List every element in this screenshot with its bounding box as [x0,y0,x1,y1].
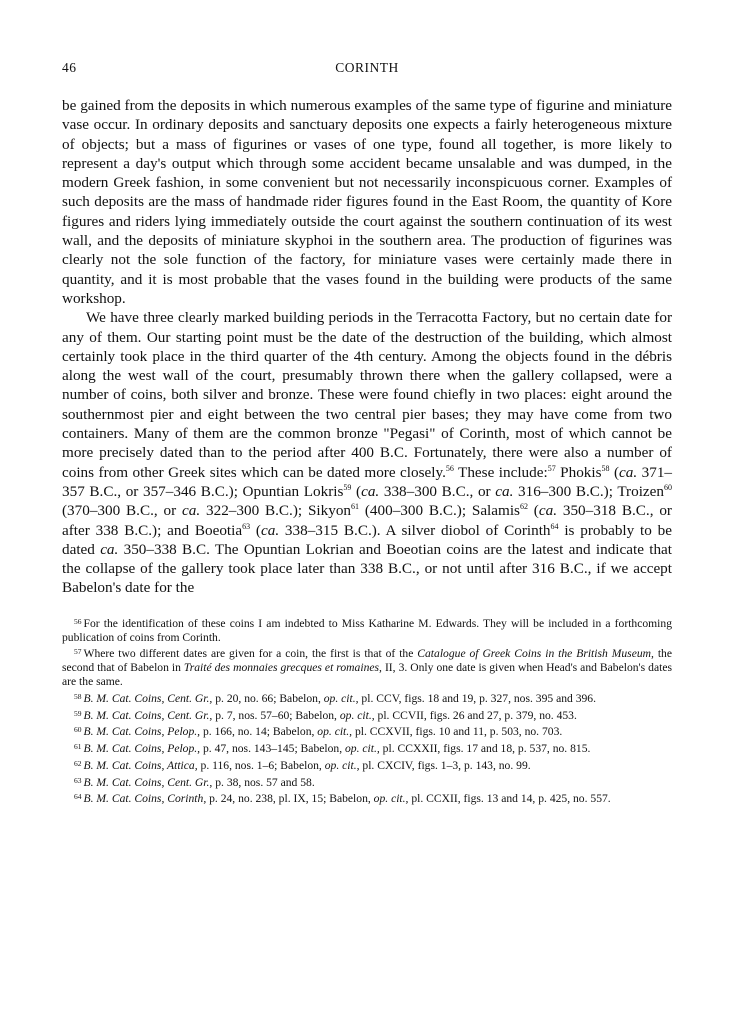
footnote-59: $^{59}$ B. M. Cat. Coins, Cent. Gr., p. 7, nos. 57–60; Babelon, op. cit., pl. CCVII, figs. 26 and 27, p. 379, no. 453. [74,708,577,722]
footnote-ref-64[interactable]: 64 [550,521,559,531]
footnote-57: $^{57}$ Where two different dates are given for a coin, the first is that of the Catalogue of Greek Coins in the British Museum, the second that of Babelon in Traité des monnaies grecques et romaines, II, 3. Only one date is given when Head's and Babelon's dates are the same. [62,647,672,688]
running-head: CORINTH [335,60,399,75]
footnote-58: $^{58}$ B. M. Cat. Coins, Cent. Gr., p. 20, no. 66; Babelon, op. cit., pl. CCV, figs. 18 and 19, p. 327, nos. 395 and 396. [74,691,596,705]
footnote-ref-59[interactable]: 59 [343,482,352,492]
page [62,60,672,807]
footnotes [62,615,672,807]
paragraph-1: be gained from the deposits in which numerous examples of the same type of figurine and miniature vase occur. In ordinary deposits and sanctuary deposits one expects a fairly heterogeneous mixture of objects; but a mass of figurines or vases of one type, found all together, is more likely to represent a day's output which through some accident became unsalable and was dumped, in the modern Greek fashion, in some convenient but not necessarily inconspicuous corner. Examples of such deposits are the mass of handmade rider figures found in the East Room, the quantity of Kore figures and riders lying immediately outside the court against the southern continuation of its west wall, and the deposits of miniature skyphoi in the southern area. The production of figurines was clearly not the sole function of the factory, for miniature vases were certainly made there in quantity, and it is most probable that the vases found in the building were products of the same workshop. [62,97,672,307]
footnote-64: $^{64}$ B. M. Cat. Coins, Corinth, p. 24, no. 238, pl. IX, 15; Babelon, op. cit., pl. CCXII, figs. 13 and 14, p. 425, no. 557. [74,792,611,806]
footnote-ref-62[interactable]: 62 [519,502,528,512]
footnote-60: $^{60}$ B. M. Cat. Coins, Pelop., p. 166, no. 14; Babelon, op. cit., pl. CCXVII, figs. 10 and 11, p. 503, no. 703. [74,725,563,739]
footnote-62: $^{62}$ B. M. Cat. Coins, Attica, p. 116, nos. 1–6; Babelon, op. cit., pl. CXCIV, figs. 1–3, p. 143, no. 99. [74,758,531,772]
footnote-ref-63[interactable]: 63 [242,521,251,531]
footnote-ref-57[interactable]: 57 [547,463,556,473]
page-header [62,60,672,82]
body-text [62,96,672,598]
paragraph-2: We have three clearly marked building periods in the Terracotta Factory, but no certain date for any of them. Our starting point must be the date of the destruction of the building, which almost certainly took place in the third quarter of the 4th century. Among the objects found in the débris along the west wall of the court, presumably thrown there when the gallery collapsed, were a number of coins, both silver and bronze. These were found chiefly in two places: eight around the southernmost pier and eight between the two central pier bases; they may have come from two containers. Many of them are the common bronze "Pegasi" of Corinth, most of which cannot be more precisely dated than to the period after 400 B.C. Fortunately, there were also a number of coins from other Greek sites which can be dated more closely.$^{56}$ These include:$^{57}$ Phokis$^{58}$ (ca. 371–357 B.C., or 357–346 B.C.); Opuntian Lokris$^{59}$ (ca. 338–300 B.C., or ca. 316–300 B.C.); Troizen$^{60}$ (370–300 B.C., or ca. 322–300 B.C.); Sikyon$^{61}$ (400–300 B.C.); Salamis$^{62}$ (ca. 350–318 B.C., or after 338 B.C.); and Boeotia$^{63}$ (ca. 338–315 B.C.). A silver diobol of Corinth$^{64}$ is probably to be dated ca. 350–338 B.C. The Opuntian Lokrian and Boeotian coins are the latest and indicate that the collapse of the gallery took place later than 338 B.C., or not until after 316 B.C., if we accept Babelon's date for the [62,309,673,597]
footnote-ref-58[interactable]: 58 [601,463,610,473]
footnote-ref-60[interactable]: 60 [664,482,673,492]
footnote-61: $^{61}$ B. M. Cat. Coins, Pelop., p. 47, nos. 143–145; Babelon, op. cit., pl. CCXXII, figs. 17 and 18, p. 537, no. 815. [74,742,591,756]
footnote-ref-56[interactable]: 56 [445,463,454,473]
footnote-ref-61[interactable]: 61 [351,502,360,512]
footnote-63: $^{63}$ B. M. Cat. Coins, Cent. Gr., p. 38, nos. 57 and 58. [74,775,315,789]
page-number: 46 [62,60,77,75]
footnote-56: $^{56}$ For the identification of these coins I am indebted to Miss Katharine M. Edwards. They will be included in a forthcoming publication of coins from Corinth. [62,616,672,644]
